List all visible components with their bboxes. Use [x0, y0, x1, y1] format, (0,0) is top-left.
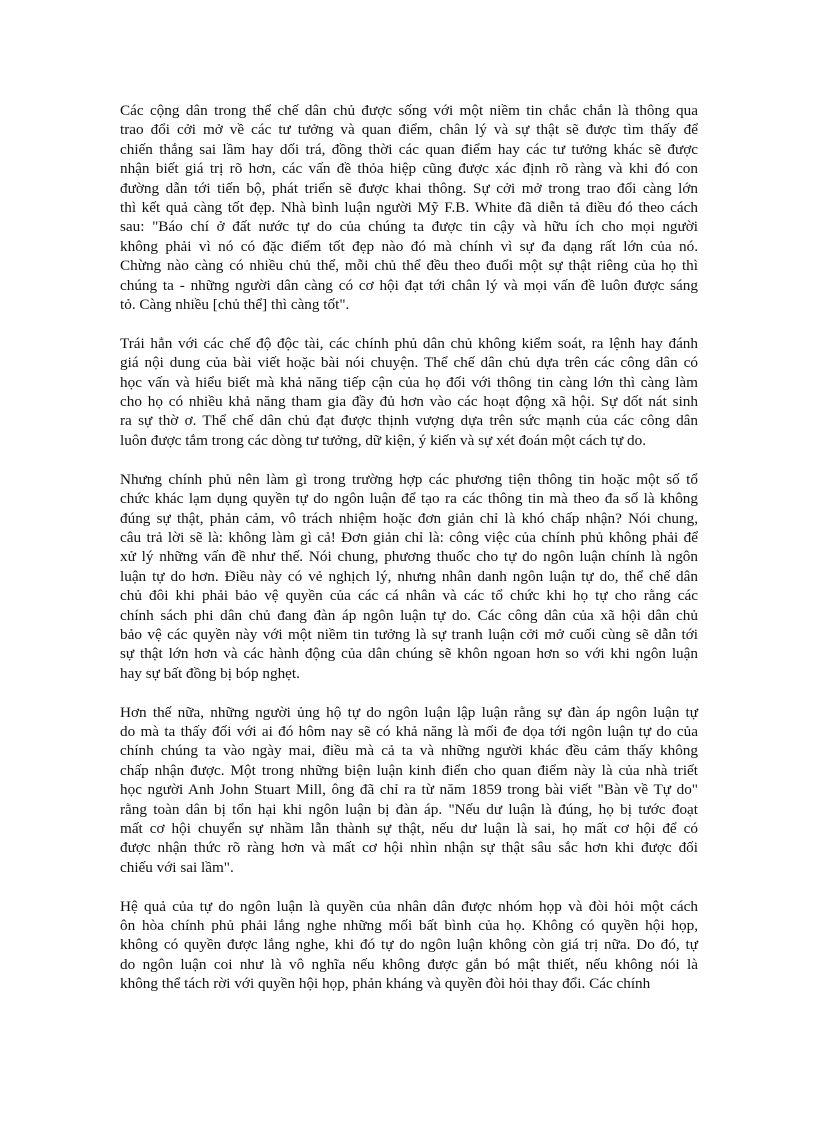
text-line: được nhận thức rõ ràng hơn và mất cơ hội nhìn nhận sự thật sâu sắc hơn khi được đối — [120, 839, 698, 857]
text-line: nhận biết giá trị rõ hơn, các vấn đề thỏa hiệp cũng được xác định rõ ràng và khi đó con — [120, 160, 698, 178]
paragraph — [120, 334, 698, 450]
text-line: luận tự do hơn. Điều này có vẻ nghịch lý, nhưng nhân danh ngôn luận tự do, thể chế dân — [120, 567, 698, 585]
text-line: chức khác lạm dụng quyền tự do ngôn luận để tạo ra các thông tin mà theo đa số là không — [120, 490, 698, 508]
text-line: Trái hẳn với các chế độ độc tài, các chính phủ dân chủ không kiểm soát, ra lệnh hay đánh — [120, 334, 698, 352]
text-line: chính sách phi dân chủ đang đàn áp ngôn luận tự do. Các công dân của xã hội dân chủ — [120, 606, 698, 624]
text-line: Chừng nào càng có nhiều chủ thể, mỗi chủ thể đều theo đuổi một sự thật riêng của họ thì — [120, 257, 698, 275]
text-line: Hệ quả của tự do ngôn luận là quyền của nhân dân được nhóm họp và đòi hỏi một cách — [120, 897, 698, 915]
text-line: học người Anh John Stuart Mill, ông đã chỉ ra từ năm 1859 trong bài viết "Bàn về Tự do" — [120, 781, 698, 799]
text-line: đường dẫn tới tiến bộ, phát triển sẽ được khai thông. Sự cởi mở trong trao đổi càng lớn — [120, 179, 698, 197]
text-line: rằng toàn dân bị tổn hại khi ngôn luận bị đàn áp. "Nếu dư luận là đúng, họ bị tước đoạt — [120, 800, 698, 818]
text-line: sự thật lớn hơn và các hành động của dân chúng sẽ khôn ngoan hơn so với khi ngôn luận — [120, 645, 698, 663]
text-line: luôn được tắm trong các dòng tư tưởng, dữ kiện, ý kiến và sự xét đoán một cách tự do. — [120, 431, 647, 449]
text-line: do mà ta thấy đối với ai đó hôm nay sẽ có khả năng là mối đe dọa tới ngôn luận tự do của — [120, 722, 698, 740]
text-line: Hơn thế nữa, những người ủng hộ tự do ngôn luận lập luận rằng sự đàn áp ngôn luận tự — [120, 703, 698, 721]
text-line: ôn hòa chính phủ phải lắng nghe những mối bất bình của họ. Không có quyền hội họp, — [120, 917, 698, 934]
text-line: không có quyền được lắng nghe, khi đó tự do ngôn luận không còn giá trị nữa. Do đó, tự — [120, 936, 698, 954]
text-line: ra sự thờ ơ. Thể chế dân chủ đạt được thịnh vượng dựa trên sức mạnh của các công dân — [120, 412, 698, 430]
text-line: chấp nhận được. Một trong những biện luận kinh điển cho quan điểm này là của nhà triết — [120, 761, 698, 779]
text-line: không phải vì nó có đặc điểm tốt đẹp nào đó mà chính vì sự đa dạng rất lớn của nó. — [120, 237, 698, 255]
paragraph — [120, 703, 698, 878]
text-line: cho họ có nhiều khả năng tham gia đầy đủ hơn vào các hoạt động xã hội. Sự dốt nát sinh — [120, 393, 698, 411]
text-line: không thể tách rời với quyền hội họp, phản kháng và quyền đòi hỏi thay đổi. Các chính — [120, 975, 651, 993]
text-line: bảo vệ các quyền này với một niềm tin tưởng là sự tranh luận cởi mở cuối cùng sẽ dẫn tới — [120, 625, 698, 643]
text-line: chiến thắng sai lầm hay dối trá, đồng thời các quan điểm hay các tư tưởng khác sẽ được — [120, 140, 698, 158]
text-line: sau: "Báo chí ở đất nước tự do của chúng ta được tin cậy và hữu ích cho mọi người — [120, 218, 698, 236]
body-text — [120, 101, 698, 1013]
paragraph — [120, 101, 698, 314]
text-line: câu trả lời sẽ là: không làm gì cả! Đơn giản chỉ là: công việc của chính phủ không phải để — [120, 528, 698, 546]
paragraph — [120, 897, 698, 994]
text-line: mất cơ hội chuyển sự nhầm lẫn thành sự thật, nếu dư luận là sai, họ mất cơ hội để có — [120, 819, 698, 837]
text-line: chúng ta - những người dân càng có cơ hội đạt tới chân lý và mọi vấn đề luôn được sáng — [120, 276, 698, 294]
text-line: giá nội dung của bài viết hoặc bài nói chuyện. Thể chế dân chủ dựa trên các công dân có — [120, 354, 698, 372]
text-line: Nhưng chính phủ nên làm gì trong trường hợp các phương tiện thông tin hoặc một số tổ — [120, 470, 698, 488]
text-line: xử lý những vấn đề như thế. Nói chung, phương thuốc cho tự do ngôn luận chính là ngôn — [120, 548, 698, 566]
paragraph — [120, 470, 698, 683]
text-line: thì kết quả càng tốt đẹp. Nhà bình luận người Mỹ F.B. White đã diễn tả điều đó theo cách — [120, 199, 698, 217]
text-line: tỏ. Càng nhiều [chủ thể] thì càng tốt". — [120, 296, 350, 314]
text-line: học vấn và hiểu biết mà khả năng tiếp cận của họ đối với thông tin càng lớn thì càng làm — [120, 373, 698, 391]
text-line: chủ đôi khi phải bảo vệ quyền của các cá nhân và các tổ chức khi họ tự cho rằng các — [120, 587, 698, 605]
text-line: chính chúng ta vào ngày mai, điều mà cả ta và những người khác đều cảm thấy không — [120, 742, 698, 760]
text-line: Các cộng dân trong thể chế dân chủ được sống với một niềm tin chắc chắn là thông qua — [120, 102, 698, 119]
text-line: đúng sự thật, phản cảm, vô trách nhiệm hoặc đơn giản chỉ là khó chấp nhận? Nói chung, — [120, 509, 698, 527]
text-line: do ngôn luận coi như là vô nghĩa nếu không được gắn bó mật thiết, nếu không nói là — [120, 955, 698, 973]
text-line: chiếu với sai lầm". — [120, 858, 234, 876]
text-line: hay sự bất đồng bị bóp nghẹt. — [120, 664, 300, 682]
text-line: trao đổi cởi mở về các tư tưởng và quan điểm, chân lý và sự thật sẽ được tìm thấy để — [120, 121, 698, 139]
